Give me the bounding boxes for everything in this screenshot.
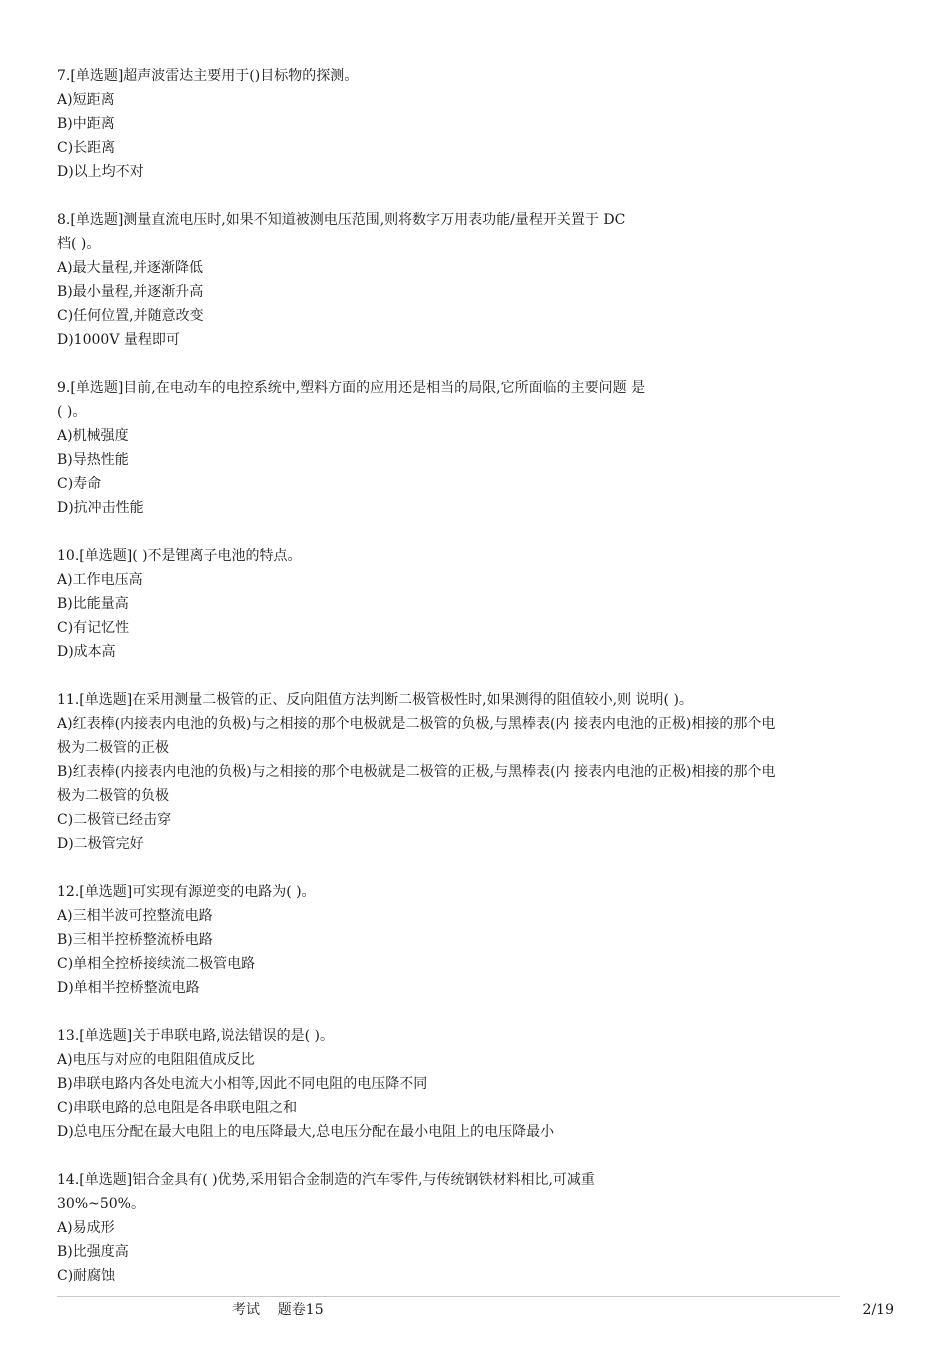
question-stem: 8.[单选题]测量直流电压时,如果不知道被测电压范围,则将数字万用表功能/量程开关置于 DC [57,212,626,228]
question-block [57,1168,897,1288]
question-block [57,376,897,520]
answer-option: A)易成形 [57,1220,115,1236]
question-block [57,1024,897,1144]
answer-option: A)红表棒(内接表内电池的负极)与之相接的那个电极就是二极管的负极,与黑棒表(内 接表内电池的正极)相接的那个电 [57,716,776,732]
answer-option: C)长距离 [57,140,116,156]
question-stem: 档( )。 [57,236,101,252]
answer-option: D)总电压分配在最大电阻上的电压降最大,总电压分配在最小电阻上的电压降最小 [57,1124,555,1140]
answer-option: B)中距离 [57,116,115,132]
question-stem: 11.[单选题]在采用测量二极管的正、反向阻值方法判断二极管极性时,如果测得的阻值较小,则 说明( )。 [57,692,693,708]
answer-option: A)短距离 [57,92,115,108]
answer-option: A)最大量程,并逐渐降低 [57,260,204,276]
answer-option: D)1000V 量程即可 [57,332,180,348]
answer-option: C)耐腐蚀 [57,1268,116,1284]
question-stem: 14.[单选题]铝合金具有( )优势,采用铝合金制造的汽车零件,与传统钢铁材料相比,可减重 [57,1172,595,1188]
question-block [57,544,897,664]
answer-option: A)机械强度 [57,428,129,444]
question-stem: 12.[单选题]可实现有源逆变的电路为( )。 [57,884,316,900]
answer-option: D)成本高 [57,644,116,660]
answer-option: B)串联电路内各处电流大小相等,因此不同电阻的电压降不同 [57,1076,428,1092]
answer-option: 极为二极管的正极 [57,740,169,756]
answer-option: C)单相全控桥接续流二极管电路 [57,956,256,972]
footer-divider [57,1296,840,1297]
question-stem: 13.[单选题]关于串联电路,说法错误的是( )。 [57,1028,335,1044]
answer-option: D)以上均不对 [57,164,144,180]
question-stem: 9.[单选题]目前,在电动车的电控系统中,塑料方面的应用还是相当的局限,它所面临的主要问题 是 [57,380,646,396]
answer-option: A)工作电压高 [57,572,143,588]
question-stem: 30%~50%。 [57,1196,145,1212]
question-stem: ( )。 [57,404,87,420]
answer-option: B)最小量程,并逐渐升高 [57,284,204,300]
answer-option: D)二极管完好 [57,836,144,852]
question-stem: 7.[单选题]超声波雷达主要用于()目标物的探测。 [57,68,359,84]
answer-option: B)红表棒(内接表内电池的负极)与之相接的那个电极就是二极管的正极,与黑棒表(内 接表内电池的正极)相接的那个电 [57,764,776,780]
question-block [57,880,897,1000]
question-block [57,688,897,856]
question-block [57,208,897,352]
answer-option: C)串联电路的总电阻是各串联电阻之和 [57,1100,298,1116]
question-list [57,64,897,1312]
answer-option: B)导热性能 [57,452,129,468]
answer-option: B)三相半控桥整流桥电路 [57,932,213,948]
question-block [57,64,897,184]
answer-option: D)单相半控桥整流电路 [57,980,200,996]
answer-option: D)抗冲击性能 [57,500,144,516]
answer-option: C)有记忆性 [57,620,130,636]
answer-option: C)二极管已经击穿 [57,812,172,828]
answer-option: C)任何位置,并随意改变 [57,308,204,324]
answer-option: A)电压与对应的电阻阻值成反比 [57,1052,255,1068]
answer-option: C)寿命 [57,476,102,492]
answer-option: 极为二极管的负极 [57,788,169,804]
question-stem: 10.[单选题]( )不是锂离子电池的特点。 [57,548,302,564]
page-number: 2/19 [862,1302,894,1318]
answer-option: A)三相半波可控整流电路 [57,908,213,924]
answer-option: B)比能量高 [57,596,129,612]
answer-option: B)比强度高 [57,1244,129,1260]
footer-title: 考试 题卷15 [232,1302,324,1318]
